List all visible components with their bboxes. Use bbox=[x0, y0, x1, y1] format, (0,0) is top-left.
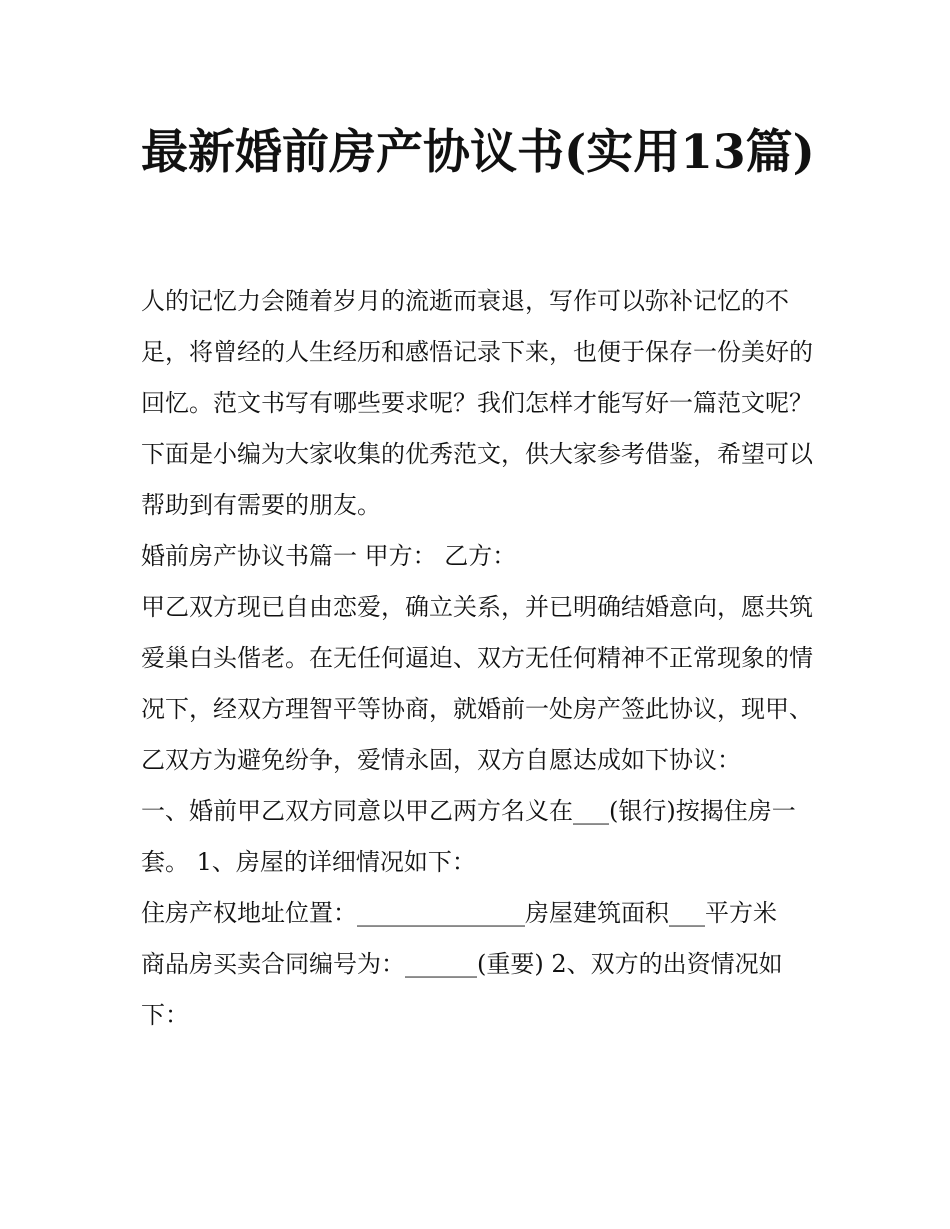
property-address-line: 住房产权地址位置：______________房屋建筑面积___平方米 bbox=[141, 899, 777, 927]
contract-number-line: 商品房买卖合同编号为：______(重要) 2、双方的出资情况如下： bbox=[141, 950, 783, 1029]
document-body bbox=[141, 276, 821, 1041]
clause-one-paragraph: 一、婚前甲乙双方同意以甲乙两方名义在___(银行)按揭住房一套。 1、房屋的详细情况如下： bbox=[141, 797, 796, 876]
intro-paragraph: 人的记忆力会随着岁月的流逝而衰退，写作可以弥补记忆的不足，将曾经的人生经历和感悟记录下来，也便于保存一份美好的回忆。范文书写有哪些要求呢？我们怎样才能写好一篇范文呢？下面是小编为大家收集的优秀范文，供大家参考借鉴，希望可以帮助到有需要的朋友。 bbox=[141, 287, 813, 519]
document-title: 最新婚前房产协议书(实用13篇) bbox=[141, 125, 815, 180]
section-heading-paragraph: 婚前房产协议书篇一 甲方： 乙方： bbox=[141, 542, 517, 570]
agreement-preamble-paragraph: 甲乙双方现已自由恋爱，确立关系，并已明确结婚意向，愿共筑爱巢白头偕老。在无任何逼迫、双方无任何精神不正常现象的情况下，经双方理智平等协商，就婚前一处房产签此协议，现甲、乙双方为避免纷争，爱情永固，双方自愿达成如下协议： bbox=[141, 593, 813, 774]
